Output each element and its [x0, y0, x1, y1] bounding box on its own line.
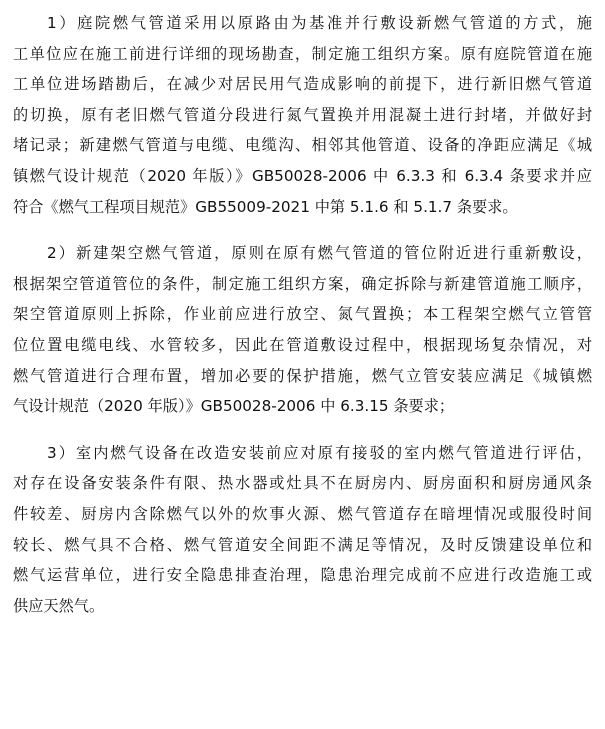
- paragraph-1-line-2: 工单位应在施工前进行详细的现场勘查，制定施工组织方案。原有庭院管道在施: [13, 44, 592, 63]
- document-body: [0, 8, 605, 637]
- paragraph-2-line-6: 气设计规范（2020 年版）》GB50028-2006 中 6.3.15 条要求；: [13, 397, 455, 416]
- paragraph-2-line-4: 位位置电缆电线、水管较多，因此在管道敷设过程中，根据现场复杂情况，对: [13, 335, 592, 354]
- paragraph-2-line-2: 根据架空管道管位的条件，制定施工组织方案，确定拆除与新建管道施工顺序，: [13, 274, 592, 293]
- paragraph-1-line-4: 的切换，原有老旧燃气管道分段进行氮气置换并用混凝土进行封堵，并做好封: [13, 105, 592, 124]
- paragraph-2-line-1: 2）新建架空燃气管道，原则在原有燃气管道的管位附近进行重新敷设，: [47, 244, 592, 263]
- paragraph-2-line-5: 燃气管道进行合理布置，增加必要的保护措施，燃气立管安装应满足《城镇燃: [13, 366, 592, 385]
- paragraph-3-line-1: 3）室内燃气设备在改造安装前应对原有接驳的室内燃气管道进行评估，: [47, 443, 592, 462]
- paragraph-2-line-3: 架空管道原则上拆除，作业前应进行放空、氮气置换；本工程架空燃气立管管: [13, 305, 592, 324]
- paragraph-3-line-3: 件较差、厨房内含除燃气以外的炊事火源、燃气管道存在暗埋情况或服役时间: [13, 504, 592, 523]
- paragraph-1-line-7: 符合《燃气工程项目规范》GB55009-2021 中第 5.1.6 和 5.1.7 条要求。: [13, 197, 518, 216]
- paragraph-1-line-3: 工单位进场踏勘后，在减少对居民用气造成影响的前提下，进行新旧燃气管道: [13, 75, 592, 94]
- paragraph-3-line-5: 燃气运营单位，进行安全隐患排查治理，隐患治理完成前不应进行改造施工或: [13, 566, 592, 585]
- paragraph-1-line-6: 镇燃气设计规范（2020 年版）》GB50028-2006 中 6.3.3 和 6.3.4 条要求并应: [13, 166, 592, 185]
- paragraph-3-line-4: 较长、燃气具不合格、燃气管道安全间距不满足等情况，及时反馈建设单位和: [13, 535, 592, 554]
- paragraph-3: [0, 438, 605, 622]
- paragraph-1: [0, 8, 605, 222]
- paragraph-3-line-6: 供应天然气。: [13, 596, 105, 615]
- paragraph-2: [0, 238, 605, 422]
- paragraph-1-line-5: 堵记录；新建燃气管道与电缆、电缆沟、相邻其他管道、设备的净距应满足《城: [13, 136, 592, 155]
- paragraph-1-line-1: 1）庭院燃气管道采用以原路由为基准并行敷设新燃气管道的方式，施: [47, 14, 592, 32]
- paragraph-3-line-2: 对存在设备安装条件有限、热水器或灶具不在厨房内、厨房面积和厨房通风条: [13, 474, 592, 493]
